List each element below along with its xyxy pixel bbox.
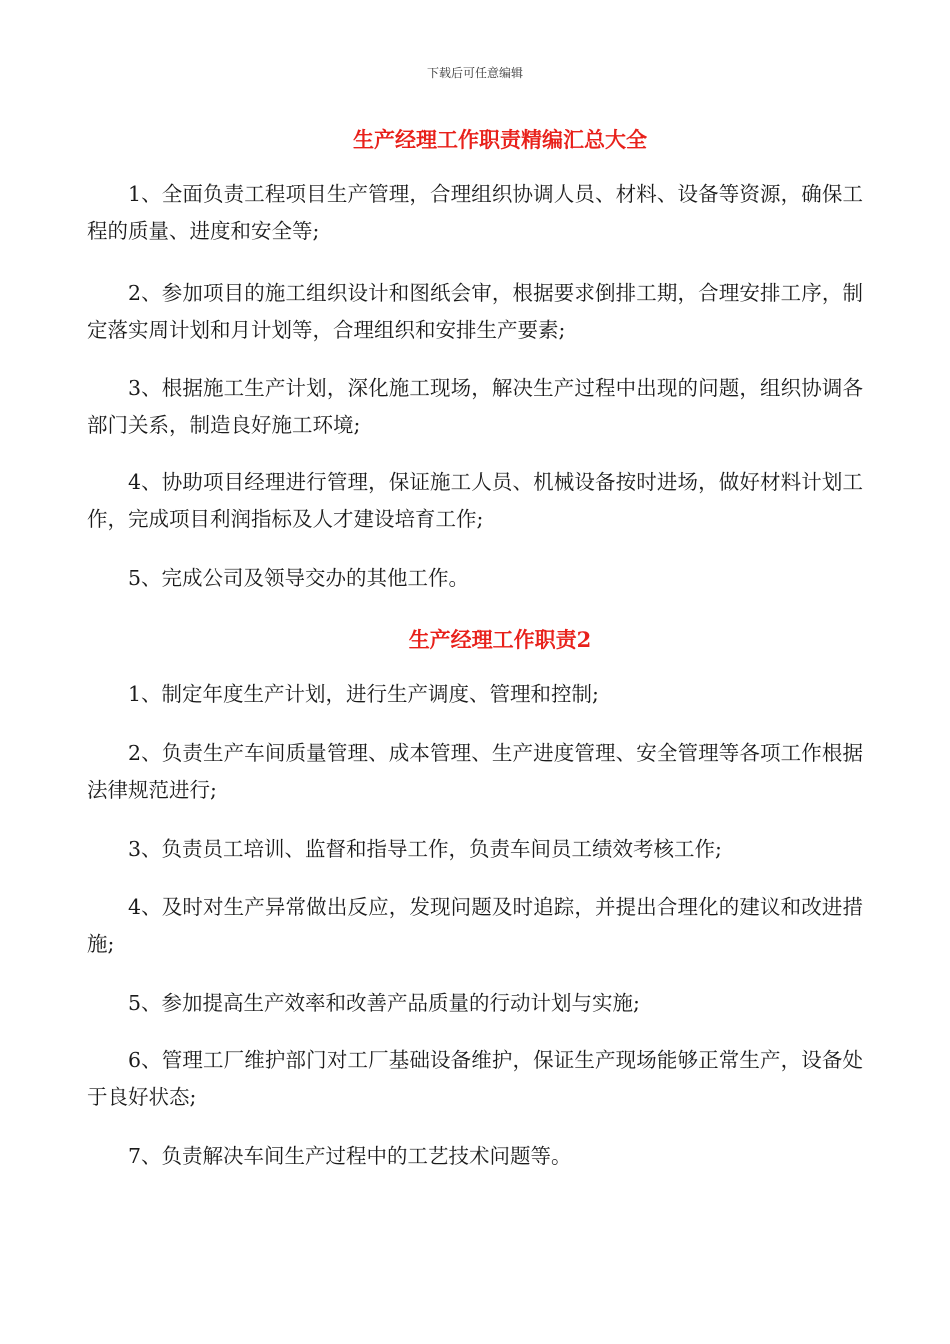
section2-item-1: 1、制定年度生产计划，进行生产调度、管理和控制; bbox=[128, 682, 599, 706]
section2-item-4: 4、及时对生产异常做出反应，发现问题及时追踪，并提出合理化的建议和改进措施; bbox=[87, 895, 863, 956]
section2-item-2: 2、负责生产车间质量管理、成本管理、生产进度管理、安全管理等各项工作根据法律规范进行; bbox=[87, 741, 863, 802]
section1-item-5: 5、完成公司及领导交办的其他工作。 bbox=[128, 566, 470, 590]
section1-title: 生产经理工作职责精编汇总大全 bbox=[353, 127, 647, 152]
section1-item-2: 2、参加项目的施工组织设计和图纸会审，根据要求倒排工期，合理安排工序，制定落实周计划和月计划等，合理组织和安排生产要素; bbox=[87, 281, 863, 342]
section1-item-1: 1、全面负责工程项目生产管理，合理组织协调人员、材料、设备等资源，确保工程的质量、进度和安全等; bbox=[87, 182, 863, 243]
section1-item-3: 3、根据施工生产计划，深化施工现场，解决生产过程中出现的问题，组织协调各部门关系，制造良好施工环境; bbox=[87, 376, 863, 437]
section2-item-3: 3、负责员工培训、监督和指导工作，负责车间员工绩效考核工作; bbox=[128, 837, 722, 861]
header-note: 下载后可任意编辑 bbox=[426, 66, 523, 80]
section2-item-7: 7、负责解决车间生产过程中的工艺技术问题等。 bbox=[128, 1144, 572, 1168]
section2-item-6: 6、管理工厂维护部门对工厂基础设备维护，保证生产现场能够正常生产，设备处于良好状态; bbox=[87, 1048, 863, 1109]
section2-item-5: 5、参加提高生产效率和改善产品质量的行动计划与实施; bbox=[128, 991, 640, 1015]
section2-title: 生产经理工作职责2 bbox=[408, 627, 592, 652]
section1-item-4: 4、协助项目经理进行管理，保证施工人员、机械设备按时进场，做好材料计划工作，完成项目利润指标及人才建设培育工作; bbox=[87, 470, 863, 531]
